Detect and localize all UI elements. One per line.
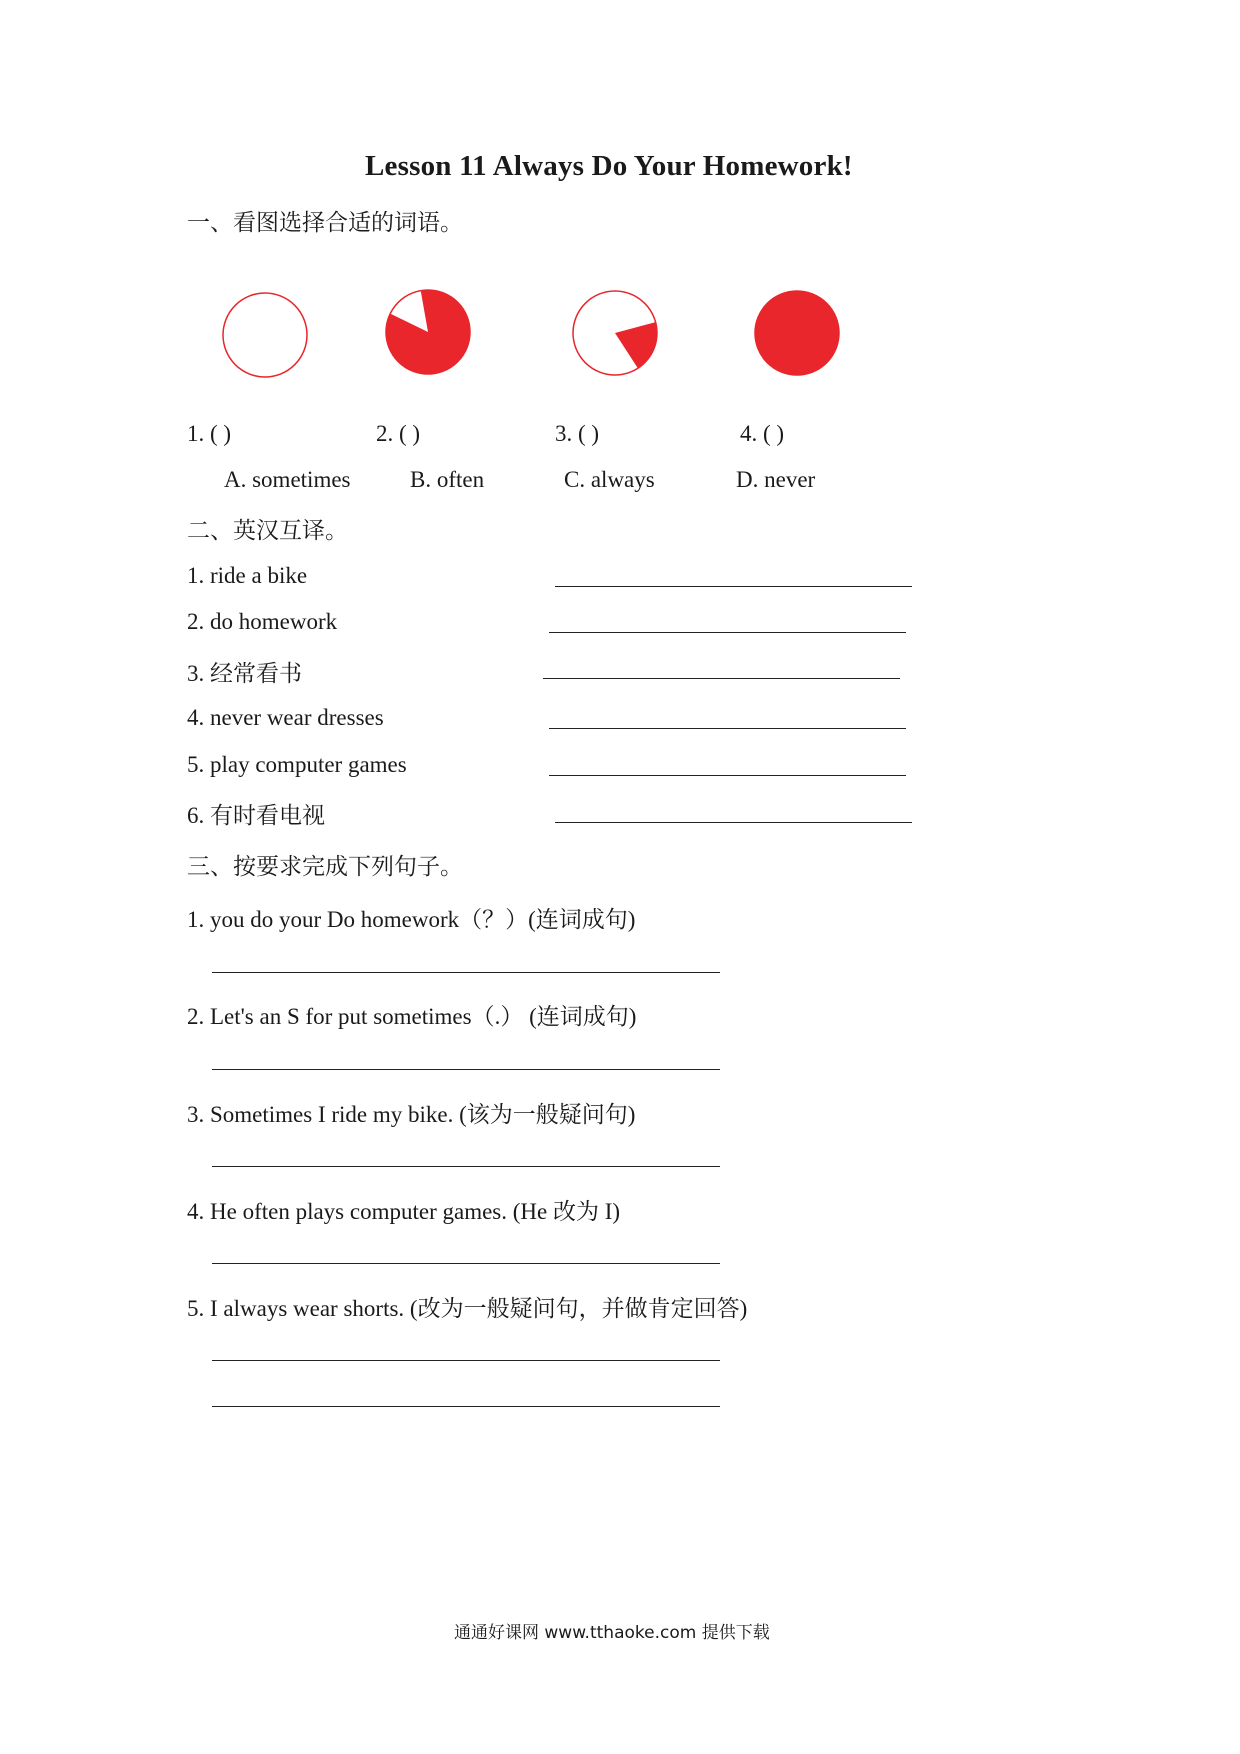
sentence-task-1: 1. you do your Do homework（？）(连词成句) <box>187 907 636 932</box>
answer-bracket-2: 2. ( ) <box>376 421 421 446</box>
pie-outline <box>223 293 307 377</box>
answer-bracket-4: 4. ( ) <box>740 421 785 446</box>
answer-line <box>549 728 906 729</box>
answer-line <box>212 1263 720 1264</box>
translate-item-2: 2. do homework <box>187 609 338 634</box>
sentence-task-3: 3. Sometimes I ride my bike. (该为一般疑问句) <box>187 1102 636 1127</box>
translate-item-4: 4. never wear dresses <box>187 705 384 730</box>
pie-never-icon <box>220 290 310 380</box>
option-d: D. never <box>736 467 816 492</box>
option-b: B. often <box>410 467 485 492</box>
answer-line <box>549 632 906 633</box>
pie-always-icon <box>752 288 842 378</box>
sentence-task-5: 5. I always wear shorts. (改为一般疑问句，并做肯定回答) <box>187 1296 748 1321</box>
translate-item-6: 6. 有时看电视 <box>187 803 325 828</box>
page-title: Lesson 11 Always Do Your Homework! <box>365 150 853 182</box>
pie-fill <box>755 291 839 375</box>
translate-item-1: 1. ride a bike <box>187 563 308 588</box>
translate-item-5: 5. play computer games <box>187 752 407 777</box>
option-c: C. always <box>564 467 655 492</box>
section3-heading: 三、按要求完成下列句子。 <box>187 854 463 880</box>
answer-line <box>555 586 912 587</box>
answer-line <box>212 972 720 973</box>
option-a: A. sometimes <box>224 467 351 492</box>
answer-line <box>543 678 900 679</box>
answer-bracket-1: 1. ( ) <box>187 421 232 446</box>
answer-bracket-3: 3. ( ) <box>555 421 600 446</box>
answer-line <box>212 1406 720 1407</box>
translate-item-3: 3. 经常看书 <box>187 661 302 686</box>
pie-often-icon <box>383 287 473 377</box>
section2-heading: 二、英汉互译。 <box>187 518 348 544</box>
answer-line <box>212 1360 720 1361</box>
answer-line <box>549 775 906 776</box>
answer-line <box>555 822 912 823</box>
answer-line <box>212 1166 720 1167</box>
pie-sometimes-icon <box>570 288 660 378</box>
footer-credit: 通通好课网 www.tthaoke.com 提供下载 <box>454 1623 770 1643</box>
sentence-task-2: 2. Let's an S for put sometimes（.） (连词成句) <box>187 1004 637 1029</box>
sentence-task-4: 4. He often plays computer games. (He 改为 I) <box>187 1199 621 1224</box>
answer-line <box>212 1069 720 1070</box>
section1-heading: 一、看图选择合适的词语。 <box>187 210 463 236</box>
